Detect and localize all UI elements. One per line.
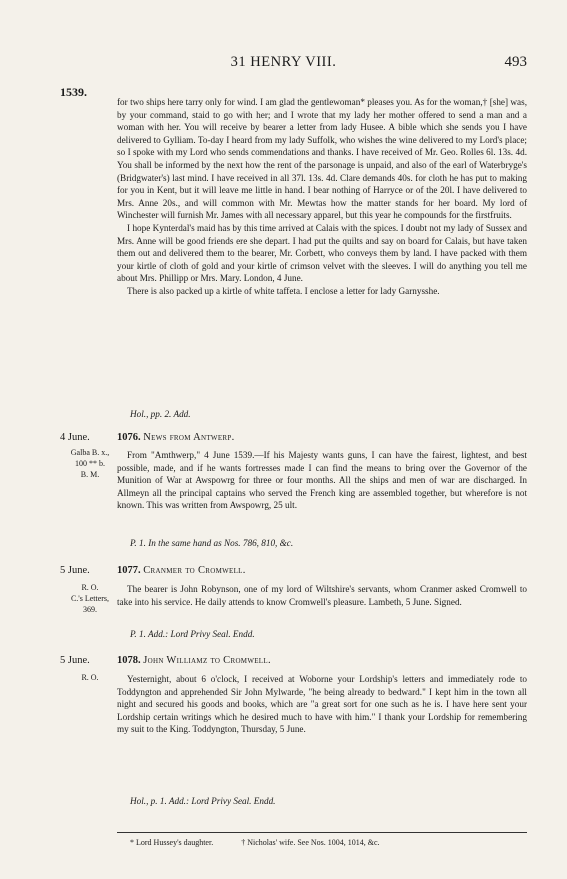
entry-meta: Hol., pp. 2. Add.	[130, 409, 191, 419]
footnote-divider	[117, 832, 527, 833]
letter-continuation	[117, 96, 527, 298]
margin-year: 1539.	[60, 85, 87, 99]
entry-text	[117, 673, 527, 736]
footnote: * Lord Hussey's daughter.	[130, 838, 214, 847]
entry-title: John Williamz to Cromwell.	[143, 655, 271, 666]
running-head: 31 HENRY VIII.	[230, 54, 337, 70]
paragraph: The bearer is John Robynson, one of my lord of Wiltshire's servants, whom Cranmer asked Cromwell to take into his service. He daily attends to know Cromwell's pleasure. Lambeth, 5 June. Signed.	[117, 584, 527, 607]
source-reference: Galba B. x., 100 ** b. B. M.	[70, 448, 110, 479]
entry-number: 1076.	[117, 432, 141, 443]
entry-date: 4 June.	[60, 432, 90, 443]
entry-meta: Hol., p. 1. Add.: Lord Privy Seal. Endd.	[130, 796, 276, 806]
entry-number: 1078.	[117, 655, 141, 666]
source-reference: R. O. C.'s Letters, 369.	[70, 583, 110, 614]
footnote: † Nicholas' wife. See Nos. 1004, 1014, &c.	[241, 838, 380, 847]
entry-title: News from Antwerp.	[143, 432, 235, 443]
paragraph: There is also packed up a kirtle of white taffeta. I enclose a letter for lady Garnysshe.	[127, 285, 440, 296]
paragraph: I hope Kynterdal's maid has by this time arrived at Calais with the spices. I doubt not my lady of Sussex and Mrs. Anne will be good friends ere she depart. I had put the quilts and say on board for Calais, but have taken them out and delivered them to the bearer, Mr. Corbett, who conveys them by land. I have packed with them your kirtle of cloth of gold and your kirtle of crimson velvet with the sleeves. I will do anything you tell me about Mrs. Phillipp or Mrs. Mary. London, 4 June.	[117, 222, 527, 284]
paragraph: for two ships here tarry only for wind. I am glad the gentlewoman* pleases you. As for the woman,† [she] was, by your command, staid to go with her; and I wrote that my lady her mother offered to send a man and a woman with her. You will receive by bearer a letter from lady Husee. A bible which she sends you I have delivered to Gylliam. To-day I heard from my lady Suffolk, who wishes the wine delivered to my Lord's place; so I spoke with my Lord who sends commendations and thanks. I have received of Mr. Geo. Rolles 6l. 13s. 4d. You shall be informed by the next how the rent of the parsonage is unpaid, and also of the earl of Waterbryge's (Bridgwater's) last mind. I have received in all 37l. 13s. 4d. Clare demands 40s. for cloth he has put to making for you in Kent, but it will leave me little in hand. I bear nothing of Harryce or of the 20l. I have delivered to Mrs. Anne 20s., and will common with Mr. Mewtas how the matter stands for her board. My lord of Winchester will furnish Mr. James with all necessary apparel, but this year he compounds for the firstfruits.	[117, 97, 527, 221]
source-reference: R. O.	[81, 673, 99, 682]
entry-meta: P. 1. In the same hand as Nos. 786, 810, &c.	[130, 538, 294, 548]
entry-date: 5 June.	[60, 655, 90, 666]
entry-heading	[117, 655, 271, 666]
paragraph: From "Amthwerp," 4 June 1539.—If his Majesty wants guns, I can have the fairest, lightest, and best possible, made, and if he wants fortresses made I can find the means to bring over the Governor of the Munition of War at Awspowrg for three or four months. All the ships and men of war are discharged. In Allmeyn all the principal captains who served the French king are assembled together, but wherefore is not known. This was written from Awspowrg, 25 ult.	[117, 450, 527, 511]
footnotes	[130, 838, 530, 847]
entry-meta: P. 1. Add.: Lord Privy Seal. Endd.	[130, 629, 255, 639]
entry-text	[117, 583, 527, 608]
page-header	[0, 54, 567, 72]
entry-title: Cranmer to Cromwell.	[143, 565, 246, 576]
entry-date: 5 June.	[60, 565, 90, 576]
entry-heading	[117, 565, 246, 576]
entry-number: 1077.	[117, 565, 141, 576]
entry-text	[117, 449, 527, 512]
entry-heading	[117, 432, 235, 443]
paragraph: Yesternight, about 6 o'clock, I received at Woborne your Lordship's letters and immediately rode to Toddyngton and apprehended Sir John Mylwarde, "he being already to bedward." I kept him in the town all night and secured his goods and books, which are "a great sort for one such as he is. I have here sent your Lordship certain writings which he desired much to have with him." I thank your Lordship for remembering my suit to the King. Toddyngton, Thursday, 5 June.	[117, 674, 527, 735]
page-number: 493	[504, 54, 527, 70]
